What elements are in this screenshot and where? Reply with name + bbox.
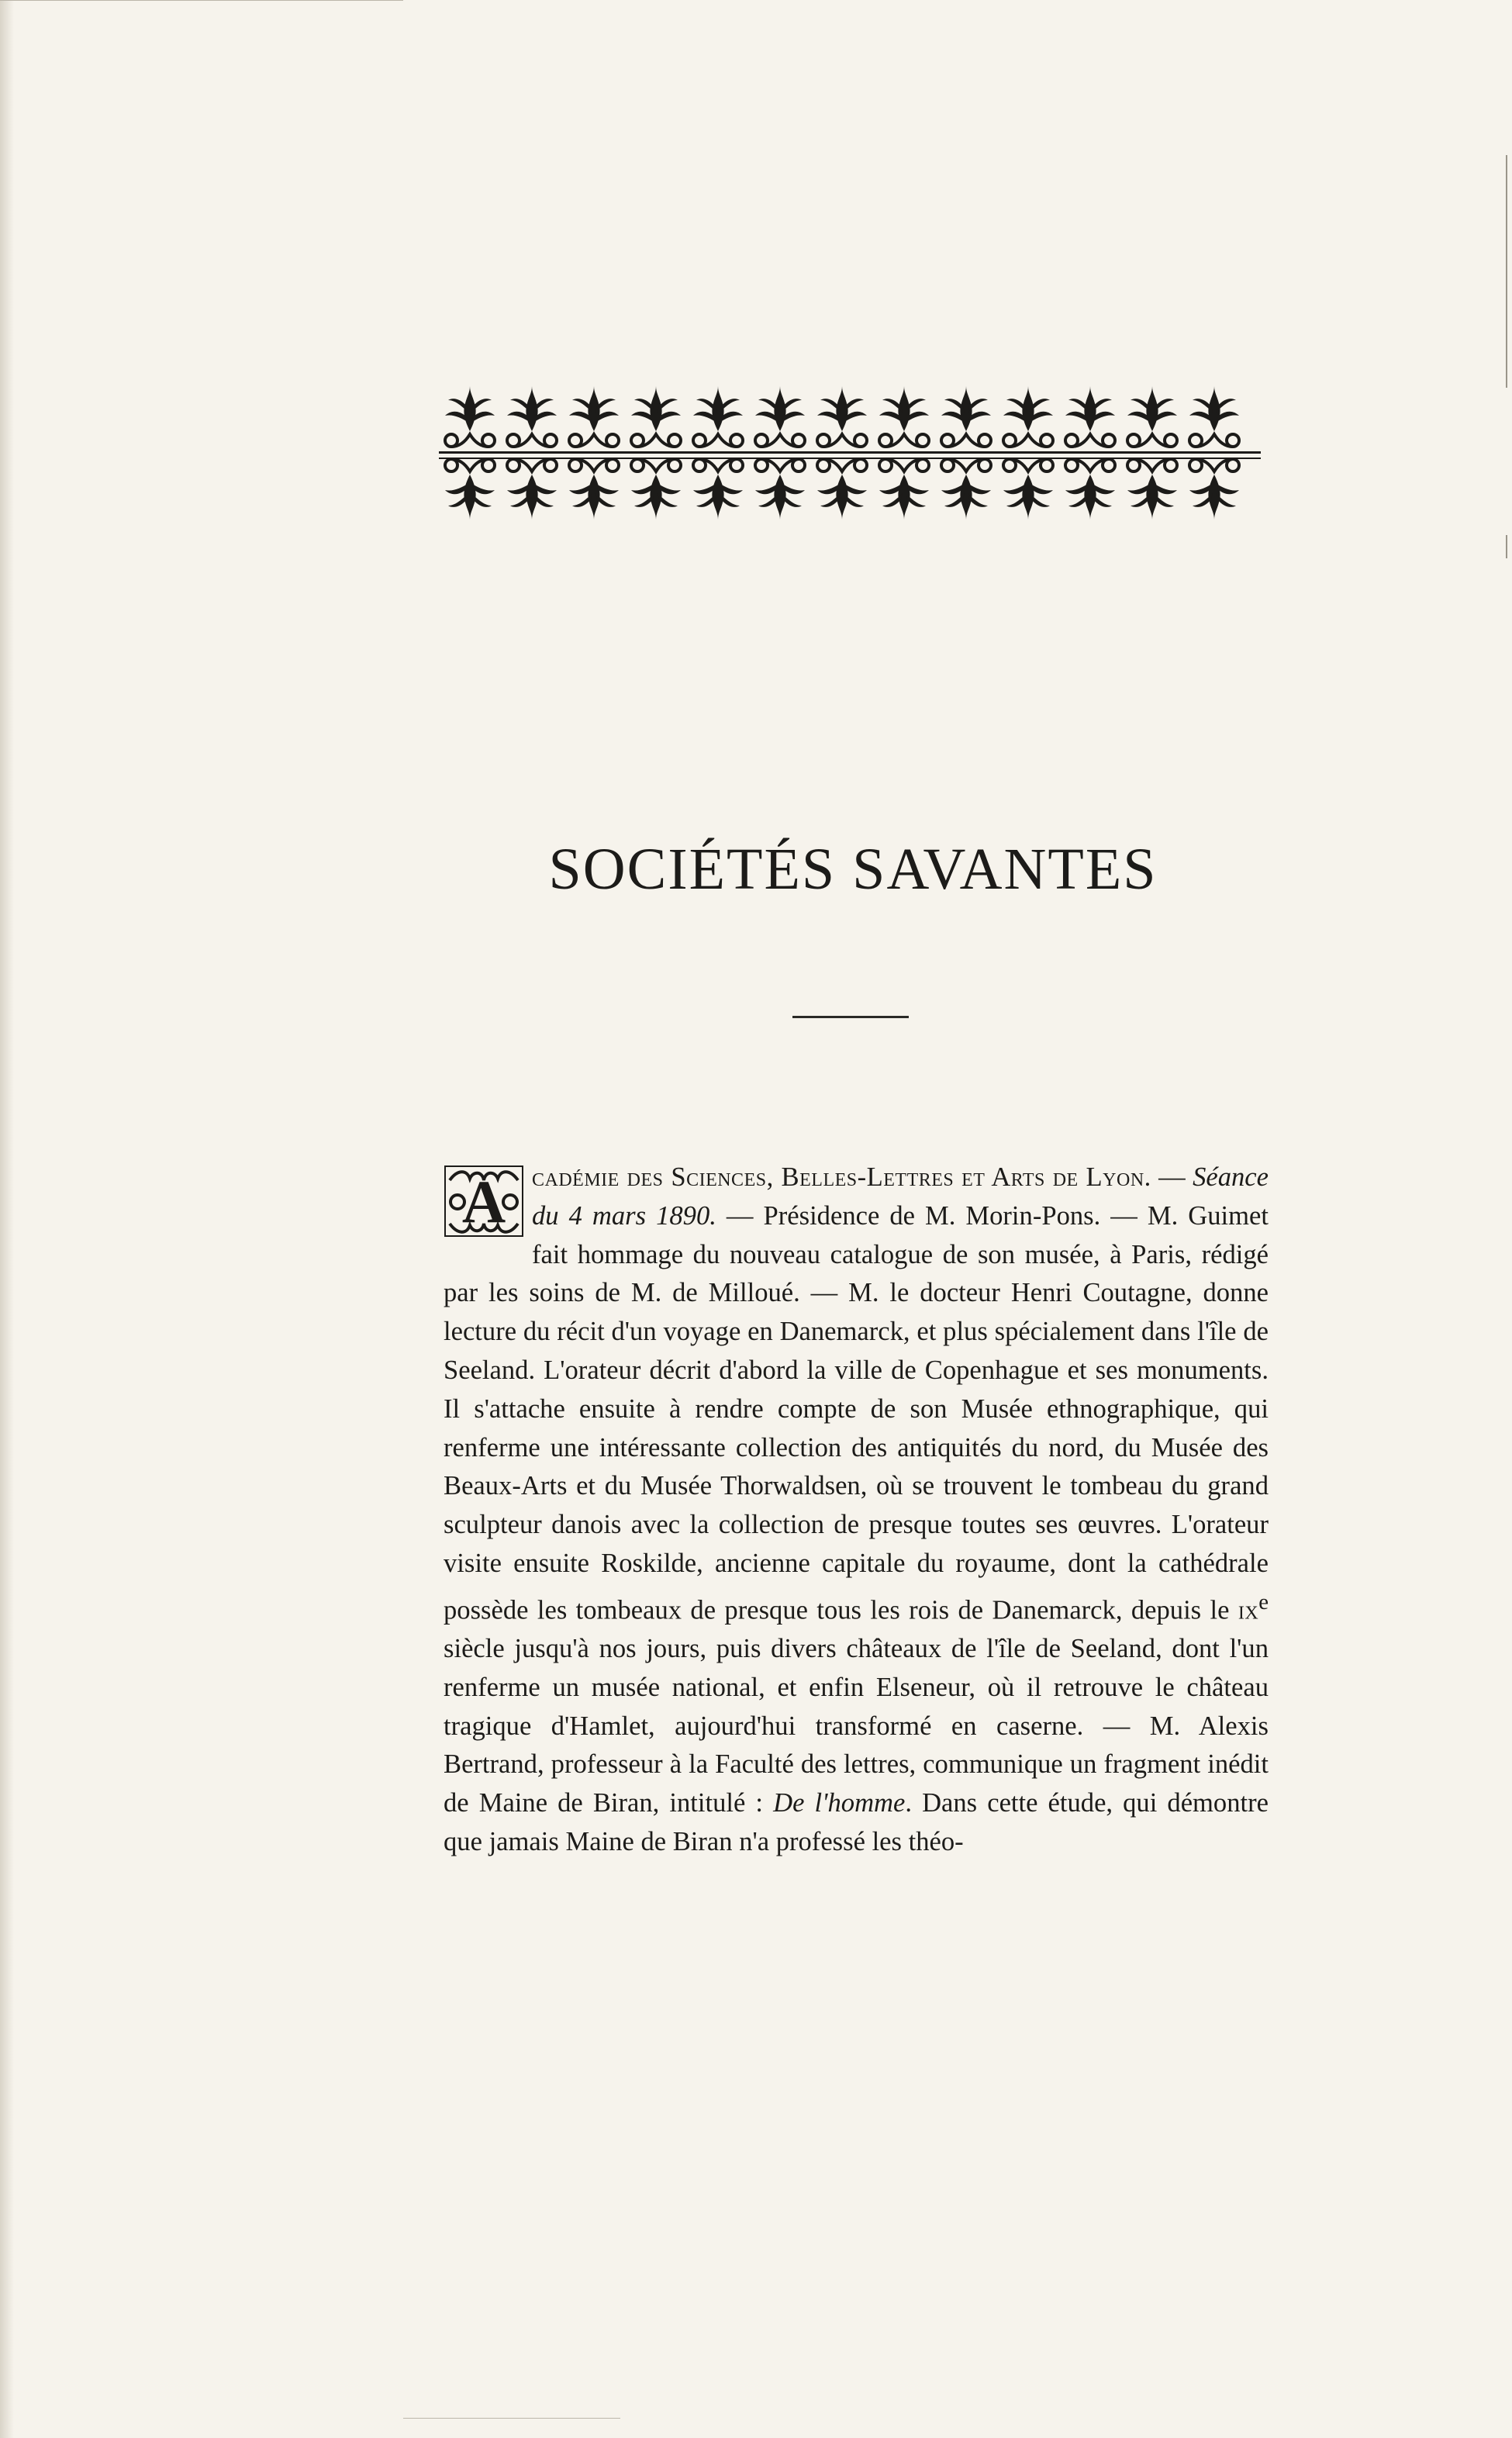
top-scan-rule [0, 0, 403, 1]
body-text-part-1: — Présidence de M. Morin-Pons. — M. Guimet fait hommage du nouveau catalogue de son musée, à Paris, rédigé par les soins de M. de Milloué. — M. le docteur Henri Coutagne, donne lecture du récit d'un voyage en Danemarck, et plus spécialement dans l'île de Seeland. L'orateur décrit d'abord la ville de Copenhague et ses monuments. Il s'attache ensuite à rendre compte de son Musée ethnographique, qui renferme une intéressante collection des antiquités du nord, du Musée des Beaux-Arts et du Musée Thorwaldsen, où se trouvent le tombeau du grand sculpteur danois avec la collection de presque toutes ses œuvres. L'orateur visite ensuite Roskilde, ancienne capitale du royaume, dont la cathédrale possède les tombeaux de presque tous les rois de Danemarck, depuis le [444, 1200, 1269, 1625]
ornate-dropcap [444, 1165, 524, 1238]
session-date: Séance du 4 mars 1890. [532, 1162, 1269, 1231]
ornamental-headpiece [439, 377, 1261, 529]
page-edge-shadow [0, 0, 14, 2438]
right-edge-mark [1506, 535, 1507, 558]
dropcap-letter: A [461, 1168, 506, 1235]
century-suffix: e [1258, 1589, 1269, 1614]
right-edge-mark [1506, 155, 1507, 388]
body-text-part-3: . Dans cette étude, qui démontre que jamais Maine de Biran n'a professé les théo- [444, 1788, 1269, 1857]
page-title: SOCIÉTÉS SAVANTES [548, 837, 1158, 902]
work-title: De l'homme [773, 1788, 906, 1818]
academy-heading: cadémie des Sciences, Belles-Lettres et Arts de Lyon. [532, 1162, 1151, 1192]
bottom-scan-rule [403, 2418, 620, 2419]
body-text-part-2: siècle jusqu'à nos jours, puis divers châteaux de l'île de Seeland, dont l'un renferme un musée national, et enfin Elseneur, où il retrouve le château tragique d'Hamlet, aujourd'hui transformé en caserne. — M. Alexis Bertrand, professeur à la Faculté des lettres, communique un fragment inédit de Maine de Biran, intitulé : [444, 1634, 1269, 1818]
title-divider [792, 1016, 909, 1018]
century-numeral: ix [1238, 1595, 1259, 1625]
article-body [444, 1159, 1269, 1862]
heading-dash: — [1151, 1162, 1193, 1192]
